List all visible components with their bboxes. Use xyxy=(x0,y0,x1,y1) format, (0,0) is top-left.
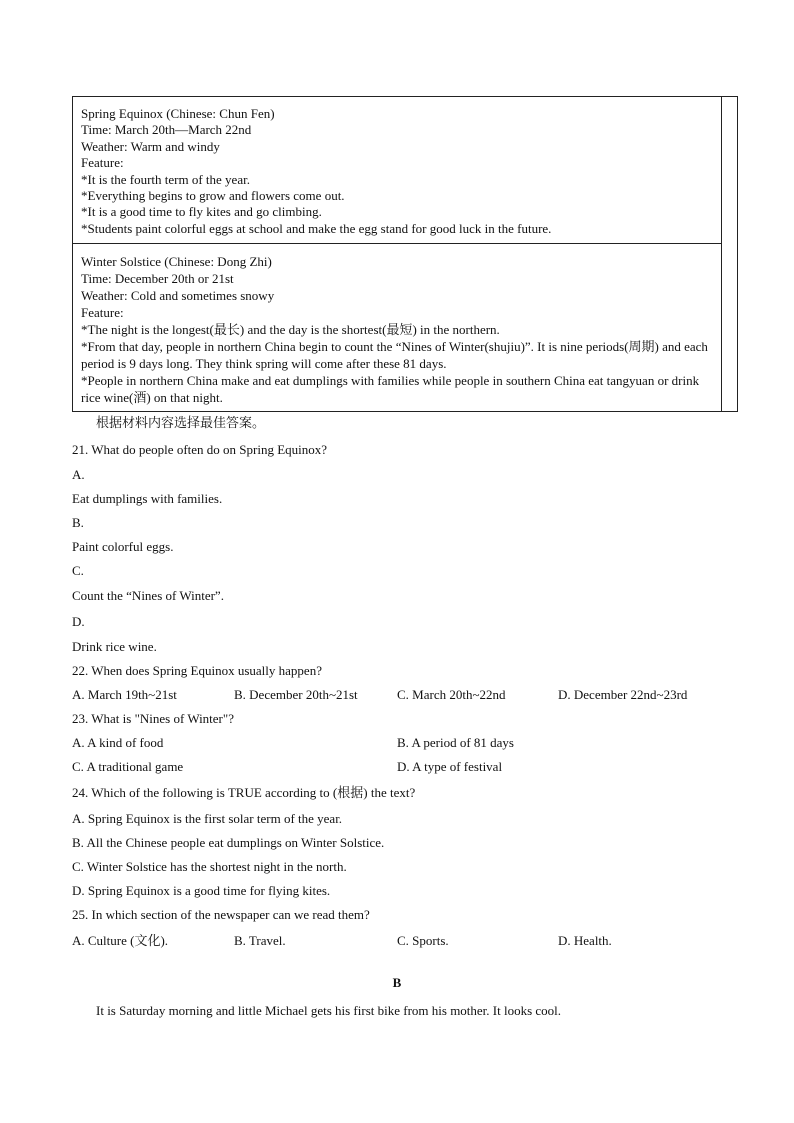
q21-option-d: Drink rice wine. xyxy=(72,639,157,654)
winter-solstice-cell xyxy=(81,253,717,406)
q22-option-a: A. March 19th~21st xyxy=(72,687,177,702)
q23-option-d: D. A type of festival xyxy=(397,759,503,774)
q24-option-c: C. Winter Solstice has the shortest night in the north. xyxy=(72,859,347,874)
q25-option-a: A. Culture (文化). xyxy=(72,933,169,948)
spring-weather: Weather: Warm and windy xyxy=(81,138,220,154)
q25-option-d: D. Health. xyxy=(558,933,612,948)
question-21-stem: 21. What do people often do on Spring Equinox? xyxy=(72,442,328,457)
q21-option-a-label: A. xyxy=(72,467,85,482)
q24-option-a: A. Spring Equinox is the first solar term of the year. xyxy=(72,811,343,826)
winter-feature-label: Feature: xyxy=(81,305,124,320)
winter-feature: *From that day, people in northern China begin to count the “Nines of Winter(shujiu)”. It is nine periods(周期) and each period is 9 days long. They think spring will come after these 81 days. xyxy=(81,339,708,371)
reading-table xyxy=(72,96,738,412)
winter-time: Time: December 20th or 21st xyxy=(81,271,234,286)
spring-feature: *Everything begins to grow and flowers come out. xyxy=(81,188,345,204)
q25-option-b: B. Travel. xyxy=(234,933,286,948)
table-divider-horizontal xyxy=(73,243,722,244)
question-25-stem: 25. In which section of the newspaper can we read them? xyxy=(72,907,370,922)
q22-option-b: B. December 20th~21st xyxy=(234,687,358,702)
winter-feature: *The night is the longest(最长) and the day is the shortest(最短) in the northern. xyxy=(81,322,500,337)
question-24-stem: 24. Which of the following is TRUE according to (根据) the text? xyxy=(72,785,416,800)
q21-option-c: Count the “Nines of Winter”. xyxy=(72,588,224,603)
q21-option-a: Eat dumplings with families. xyxy=(72,491,223,506)
q24-option-b: B. All the Chinese people eat dumplings on Winter Solstice. xyxy=(72,835,385,850)
spring-time: Time: March 20th—March 22nd xyxy=(81,122,252,138)
question-23-stem: 23. What is "Nines of Winter"? xyxy=(72,711,234,726)
spring-feature-label: Feature: xyxy=(81,155,124,171)
section-b-heading: B xyxy=(392,975,402,990)
q21-option-b-label: B. xyxy=(72,515,84,530)
question-22-stem: 22. When does Spring Equinox usually happen? xyxy=(72,663,322,678)
spring-equinox-cell xyxy=(81,106,717,237)
spring-feature: *It is the fourth term of the year. xyxy=(81,171,250,187)
winter-weather: Weather: Cold and sometimes snowy xyxy=(81,288,275,303)
q22-option-d: D. December 22nd~23rd xyxy=(558,687,688,702)
q23-option-a: A. A kind of food xyxy=(72,735,164,750)
winter-feature: *People in northern China make and eat dumplings with families while people in southern China eat tangyuan or drink rice wine(酒) on that night. xyxy=(81,373,700,405)
q21-option-b: Paint colorful eggs. xyxy=(72,539,174,554)
q24-option-d: D. Spring Equinox is a good time for flying kites. xyxy=(72,883,331,898)
spring-feature: *It is a good time to fly kites and go climbing. xyxy=(81,204,322,220)
spring-title: Spring Equinox (Chinese: Chun Fen) xyxy=(81,106,275,121)
q21-option-c-label: C. xyxy=(72,563,84,578)
spring-feature: *Students paint colorful eggs at school and make the egg stand for good luck in the future. xyxy=(81,220,552,236)
table-divider-vertical xyxy=(721,97,722,411)
q21-option-d-label: D. xyxy=(72,614,85,629)
q23-option-b: B. A period of 81 days xyxy=(397,735,514,750)
section-b-paragraph: It is Saturday morning and little Michael gets his first bike from his mother. It looks cool. xyxy=(96,1003,562,1018)
winter-title: Winter Solstice (Chinese: Dong Zhi) xyxy=(81,254,272,269)
q23-option-c: C. A traditional game xyxy=(72,759,184,774)
q22-option-c: C. March 20th~22nd xyxy=(397,687,506,702)
q25-option-c: C. Sports. xyxy=(397,933,449,948)
instruction-text: 根据材料内容选择最佳答案。 xyxy=(96,415,266,430)
